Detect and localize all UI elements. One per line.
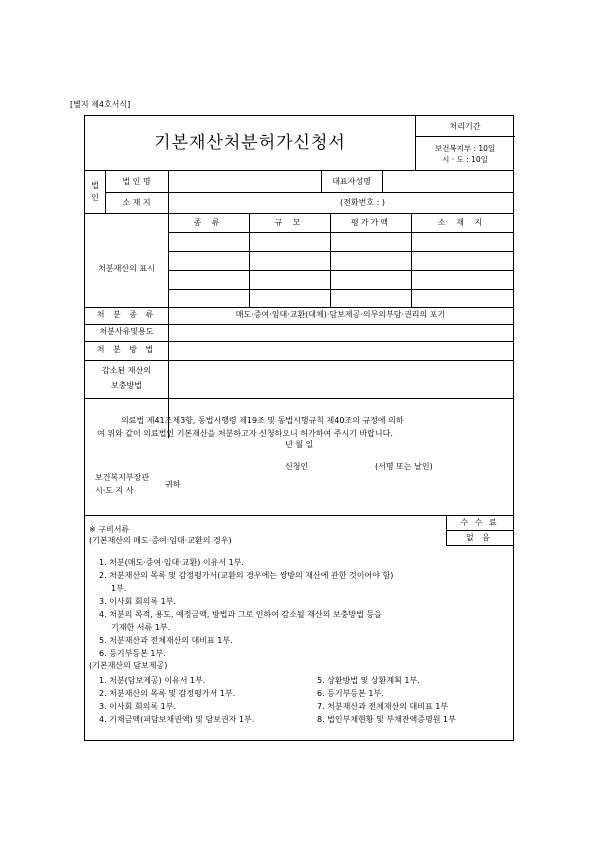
corp-side-label-2: 인	[91, 193, 99, 202]
doc-item: 8. 법인부채현황 및 부채잔액증명원 1부	[317, 715, 456, 724]
required-docs-header: ※ 구비서류	[89, 525, 130, 534]
application-form	[84, 115, 514, 741]
signature-label: (서명 또는 날인)	[375, 462, 433, 471]
asset-col-value: 평가가액	[351, 218, 390, 227]
declaration-date: 년 월 일	[285, 440, 314, 449]
recipient-province: 시·도 지 사	[95, 486, 134, 495]
disposal-type-value: 매도·증여·임대·교환(대체)·담보제공·의무의부담·권리의 포기	[235, 310, 446, 319]
corp-name-label: 법 인 명	[122, 177, 151, 186]
doc-item: 3. 이사회 회의록 1부.	[99, 702, 176, 711]
doc-item: 6. 등기부등본 1부.	[317, 689, 384, 698]
form-title: 기본재산처분허가신청서	[154, 133, 346, 153]
doc-item: 2. 처분재산의 목록 및 감정평가서 1부.	[99, 689, 236, 698]
recipient-honorific: 귀하	[165, 480, 181, 489]
asset-section-label: 처분재산의 표시	[98, 264, 155, 273]
doc-item: 1. 처분(담보제공) 이유서 1부.	[99, 676, 206, 685]
doc-item: 6. 등기부등본 1부.	[99, 649, 166, 658]
asset-col-location: 소 재 지	[437, 218, 487, 227]
required-docs-sale-list	[99, 556, 393, 660]
reduced-asset-label-1: 감소된 재산의	[102, 366, 151, 375]
doc-item: 1. 처분(매도·증여·임대·교환) 이유서 1부.	[99, 558, 244, 567]
required-docs-collateral-heading: (기본재산의 담보제공)	[89, 661, 168, 670]
reason-label: 처분사유및용도	[99, 327, 154, 336]
corp-side-label-1: 법	[91, 181, 99, 190]
reduced-asset-label-2: 보충방법	[111, 381, 142, 390]
doc-item: 7. 처분재산과 전체재산의 대비표 1부	[317, 702, 449, 711]
asset-col-type: 종 류	[193, 218, 224, 227]
fee-header: 수 수 료	[460, 518, 499, 527]
declaration-line-1: 의료법 제41조제3항, 동법시행령 제19조 및 동법시행규칙 제40조의 규정에 의하	[121, 416, 404, 425]
declaration-line-2: 여 위와 같이 의료법인 기본재산을 처분하고자 신청하오니 허가하여 주시기 바랍니다.	[97, 429, 393, 438]
processing-period-header: 처리기간	[449, 122, 481, 131]
recipient-ministry: 보건복지부장관	[95, 473, 150, 482]
fee-value: 없 음	[466, 533, 493, 542]
required-docs-collateral-left	[99, 674, 254, 726]
asset-col-scale: 규 모	[274, 218, 305, 227]
processing-period-province: 시 · 도 : 10일	[442, 155, 488, 164]
corp-address-label: 소 재 지	[122, 198, 151, 207]
required-docs-collateral-right	[317, 674, 456, 726]
doc-item: 4. 기채금액(피담보채권액) 및 담보권자 1부.	[99, 715, 255, 724]
required-docs-sale-heading: (기본재산의 매도·증여·임대·교환의 경우)	[89, 536, 232, 545]
processing-period-ministry: 보건복지부 : 10일	[434, 144, 496, 153]
method-label: 처 분 방 법	[96, 345, 157, 354]
representative-label: 대표자성명	[332, 177, 371, 186]
doc-item: 3. 이사회 회의록 1부.	[99, 597, 176, 606]
form-number-label: [별지 제4호서식]	[70, 100, 131, 109]
doc-item: 4. 처분의 목적, 용도, 예정금액, 방법과 그로 인하여 감소될 재산의 보충방법 등을	[99, 610, 382, 619]
disposal-type-label: 처 분 종 류	[96, 310, 157, 319]
applicant-label: 신청인	[285, 462, 309, 471]
doc-item: 1부.	[111, 584, 127, 593]
doc-item: 5. 처분재산과 전체재산의 대비표 1부.	[99, 636, 233, 645]
doc-item: 2. 처분재산의 목록 및 감정평가서(교환의 경우에는 쌍방의 재산에 관한 것이어야 함)	[99, 571, 394, 580]
doc-item: 5. 상환방법 및 상환계획 1부.	[317, 676, 420, 685]
phone-label: (전화번호 : )	[340, 198, 385, 207]
doc-item: 기재한 서류 1부.	[111, 623, 171, 632]
